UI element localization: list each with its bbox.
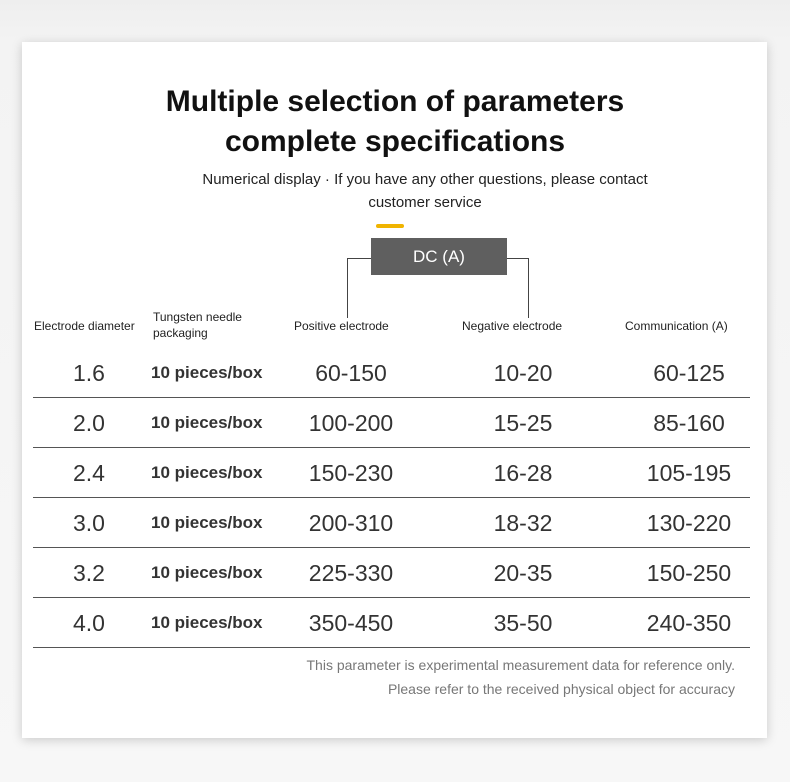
header-positive-electrode: Positive electrode bbox=[294, 319, 389, 333]
cell-packaging: 10 pieces/box bbox=[151, 513, 263, 532]
cell-negative: 18-32 bbox=[493, 510, 553, 536]
cell-diameter: 2.4 bbox=[73, 460, 105, 486]
cell-positive: 225-330 bbox=[308, 560, 394, 586]
cell-diameter: 4.0 bbox=[73, 610, 105, 636]
cell-positive: 150-230 bbox=[308, 460, 394, 486]
cell-packaging: 10 pieces/box bbox=[151, 613, 263, 632]
row-divider bbox=[33, 647, 750, 648]
table-row bbox=[33, 348, 750, 398]
cell-communication: 85-160 bbox=[653, 410, 725, 436]
cell-diameter: 1.6 bbox=[73, 360, 105, 386]
cell-packaging: 10 pieces/box bbox=[151, 463, 263, 482]
cell-negative: 35-50 bbox=[493, 610, 553, 636]
cell-negative: 20-35 bbox=[493, 560, 553, 586]
footnote-line-1: This parameter is experimental measurement data for reference only. bbox=[306, 657, 735, 673]
cell-negative: 15-25 bbox=[493, 410, 553, 436]
table-row bbox=[33, 498, 750, 548]
dc-group-label: DC (A) bbox=[371, 238, 507, 275]
subtitle: Numerical display · If you have any other questions, please contact customer service bbox=[202, 171, 648, 211]
header-electrode-diameter: Electrode diameter bbox=[34, 319, 135, 333]
title-line-1: Multiple selection of parameters bbox=[165, 85, 625, 118]
header-packaging: Tungsten needle packaging bbox=[153, 310, 242, 340]
cell-communication: 60-125 bbox=[653, 360, 725, 386]
accent-bar bbox=[376, 224, 404, 228]
connector-left-vertical bbox=[347, 258, 348, 318]
cell-packaging: 10 pieces/box bbox=[151, 563, 263, 582]
cell-packaging: 10 pieces/box bbox=[151, 363, 263, 382]
cell-negative: 16-28 bbox=[493, 460, 553, 486]
connector-left-horizontal bbox=[347, 258, 371, 259]
cell-communication: 150-250 bbox=[646, 560, 732, 586]
cell-positive: 100-200 bbox=[308, 410, 394, 436]
cell-positive: 200-310 bbox=[308, 510, 394, 536]
header-negative-electrode: Negative electrode bbox=[462, 319, 563, 333]
cell-diameter: 3.0 bbox=[73, 510, 105, 536]
cell-communication: 130-220 bbox=[646, 510, 732, 536]
cell-diameter: 2.0 bbox=[73, 410, 105, 436]
cell-communication: 105-195 bbox=[646, 460, 732, 486]
table-row bbox=[33, 548, 750, 598]
table-row bbox=[33, 398, 750, 448]
table-row bbox=[33, 598, 750, 648]
connector-right-horizontal bbox=[507, 258, 529, 259]
cell-positive: 350-450 bbox=[308, 610, 394, 636]
header-communication: Communication (A) bbox=[625, 319, 728, 333]
cell-diameter: 3.2 bbox=[73, 560, 105, 586]
cell-positive: 60-150 bbox=[315, 360, 387, 386]
title-line-2: complete specifications bbox=[224, 125, 566, 158]
connector-right-vertical bbox=[528, 258, 529, 318]
table-row bbox=[33, 448, 750, 498]
page-title bbox=[0, 82, 790, 162]
footnote-line-2: Please refer to the received physical object for accuracy bbox=[387, 681, 735, 697]
cell-packaging: 10 pieces/box bbox=[151, 413, 263, 432]
cell-negative: 10-20 bbox=[493, 360, 553, 386]
cell-communication: 240-350 bbox=[646, 610, 732, 636]
